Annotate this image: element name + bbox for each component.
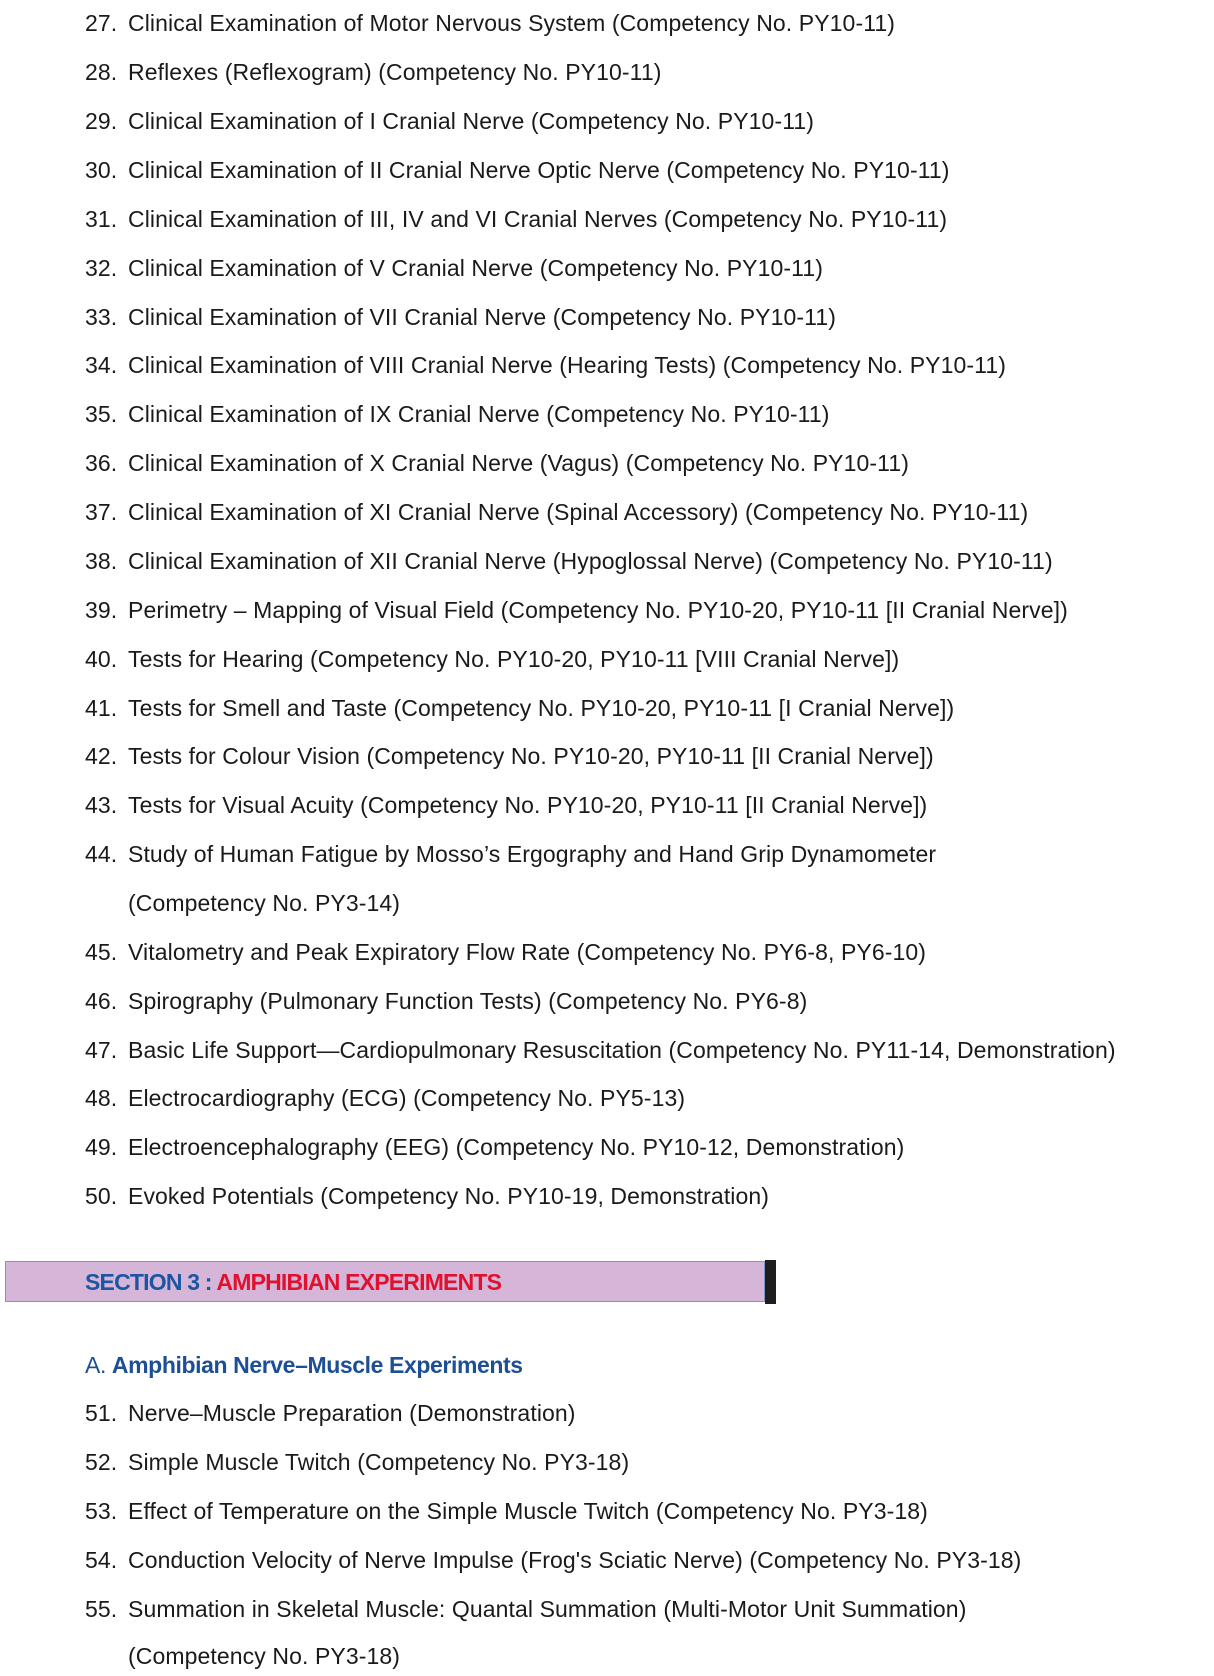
item-number: 27. [85,10,118,36]
item-number: 42. [85,743,118,769]
item-text: Clinical Examination of XII Cranial Nerve (Hypoglossal Nerve) (Competency No. PY10-11) [128,548,1053,574]
item-text: Vitalometry and Peak Expiratory Flow Rate (Competency No. PY6-8, PY6-10) [128,939,927,965]
item-text: Clinical Examination of VII Cranial Nerve (Competency No. PY10-11) [128,304,836,330]
list-item [85,1030,1116,1070]
item-number: 28. [85,59,118,85]
list-item [85,1589,966,1629]
item-text: Evoked Potentials (Competency No. PY10-19, Demonstration) [128,1183,770,1209]
item-text: Spirography (Pulmonary Function Tests) (Competency No. PY6-8) [128,988,808,1014]
list-item [85,834,936,874]
list-item [85,492,1028,532]
item-text: Nerve–Muscle Preparation (Demonstration) [128,1400,576,1426]
subsection-name: Amphibian Nerve–Muscle Experiments [111,1352,523,1378]
subsection-letter: A. [85,1352,112,1378]
list-item [85,101,814,141]
item-text: Electroencephalography (EEG) (Competency No. PY10-12, Demonstration) [128,1134,905,1160]
list-item [85,248,823,288]
list-item [85,981,807,1021]
list-item [85,199,947,239]
item-text: Reflexes (Reflexogram) (Competency No. PY10-11) [128,59,662,85]
list-item [85,541,1053,581]
item-number: 43. [85,792,118,818]
list-item [85,932,926,972]
item-text: Tests for Smell and Taste (Competency No. PY10-20, PY10-11 [I Cranial Nerve]) [128,695,955,721]
item-text: Summation in Skeletal Muscle: Quantal Summation (Multi-Motor Unit Summation) [128,1596,967,1622]
list-item-continuation: (Competency No. PY3-18) [128,1643,401,1669]
item-number: 47. [85,1037,118,1063]
item-text: Electrocardiography (ECG) (Competency No. PY5-13) [128,1085,686,1111]
item-text: Clinical Examination of II Cranial Nerve Optic Nerve (Competency No. PY10-11) [128,157,950,183]
item-text: Effect of Temperature on the Simple Muscle Twitch (Competency No. PY3-18) [128,1498,928,1524]
list-item [85,688,954,728]
item-number: 37. [85,499,118,525]
item-text: Clinical Examination of V Cranial Nerve (Competency No. PY10-11) [128,255,823,281]
section-header-edge [765,1260,776,1304]
list-item [85,736,934,776]
item-number: 34. [85,352,118,378]
list-item [85,1442,629,1482]
item-number: 29. [85,108,118,134]
item-number: 31. [85,206,118,232]
item-number: 41. [85,695,118,721]
item-number: 51. [85,1400,118,1426]
item-text: Clinical Examination of I Cranial Nerve (Competency No. PY10-11) [128,108,815,134]
item-number: 45. [85,939,118,965]
list-item-continuation: (Competency No. PY3-14) [128,890,401,916]
item-text: Conduction Velocity of Nerve Impulse (Frog's Sciatic Nerve) (Competency No. PY3-18) [128,1547,1022,1573]
item-number: 33. [85,304,118,330]
item-text: Basic Life Support—Cardiopulmonary Resuscitation (Competency No. PY11-14, Demonstration) [128,1037,1116,1063]
item-text: Tests for Colour Vision (Competency No. PY10-20, PY10-11 [II Cranial Nerve]) [128,743,934,769]
list-item [85,1078,685,1118]
list-item [85,590,1068,630]
item-number: 55. [85,1596,118,1622]
item-text: Clinical Examination of VIII Cranial Nerve (Hearing Tests) (Competency No. PY10-11) [128,352,1006,378]
item-text: Clinical Examination of Motor Nervous System (Competency No. PY10-11) [128,10,896,36]
item-number: 30. [85,157,118,183]
list-item [85,1393,576,1433]
list-item [85,1176,769,1216]
list-item [85,1491,928,1531]
list-item [85,1127,904,1167]
item-text: Study of Human Fatigue by Mosso’s Ergography and Hand Grip Dynamometer [128,841,937,867]
item-number: 39. [85,597,118,623]
list-item [85,639,899,679]
list-item [85,1540,1021,1580]
item-text: Tests for Visual Acuity (Competency No. PY10-20, PY10-11 [II Cranial Nerve]) [128,792,928,818]
item-text: Clinical Examination of IX Cranial Nerve (Competency No. PY10-11) [128,401,830,427]
section-title [85,1263,501,1301]
item-number: 35. [85,401,118,427]
list-item [85,394,829,434]
section-name: AMPHIBIAN EXPERIMENTS [216,1269,502,1295]
item-number: 40. [85,646,118,672]
item-number: 48. [85,1085,118,1111]
item-number: 46. [85,988,118,1014]
item-text: Clinical Examination of X Cranial Nerve (Vagus) (Competency No. PY10-11) [128,450,910,476]
list-item [85,150,950,190]
item-text: Tests for Hearing (Competency No. PY10-20, PY10-11 [VIII Cranial Nerve]) [128,646,900,672]
item-number: 50. [85,1183,118,1209]
item-number: 44. [85,841,118,867]
item-text: Simple Muscle Twitch (Competency No. PY3-18) [128,1449,630,1475]
item-text: Clinical Examination of XI Cranial Nerve (Spinal Accessory) (Competency No. PY10-11) [128,499,1029,525]
list-item [85,345,1006,385]
item-number: 53. [85,1498,118,1524]
list-item [85,297,836,337]
item-number: 36. [85,450,118,476]
list-item [85,785,927,825]
item-number: 54. [85,1547,118,1573]
subsection-heading [85,1345,523,1385]
item-number: 52. [85,1449,118,1475]
list-item [85,52,661,92]
item-number: 32. [85,255,118,281]
list-item [85,3,895,43]
item-number: 49. [85,1134,118,1160]
list-item [85,443,909,483]
item-number: 38. [85,548,118,574]
item-text: Clinical Examination of III, IV and VI Cranial Nerves (Competency No. PY10-11) [128,206,948,232]
item-text: Perimetry – Mapping of Visual Field (Competency No. PY10-20, PY10-11 [II Cranial Nerve]) [128,597,1068,623]
section-number: SECTION 3 : [85,1269,217,1295]
